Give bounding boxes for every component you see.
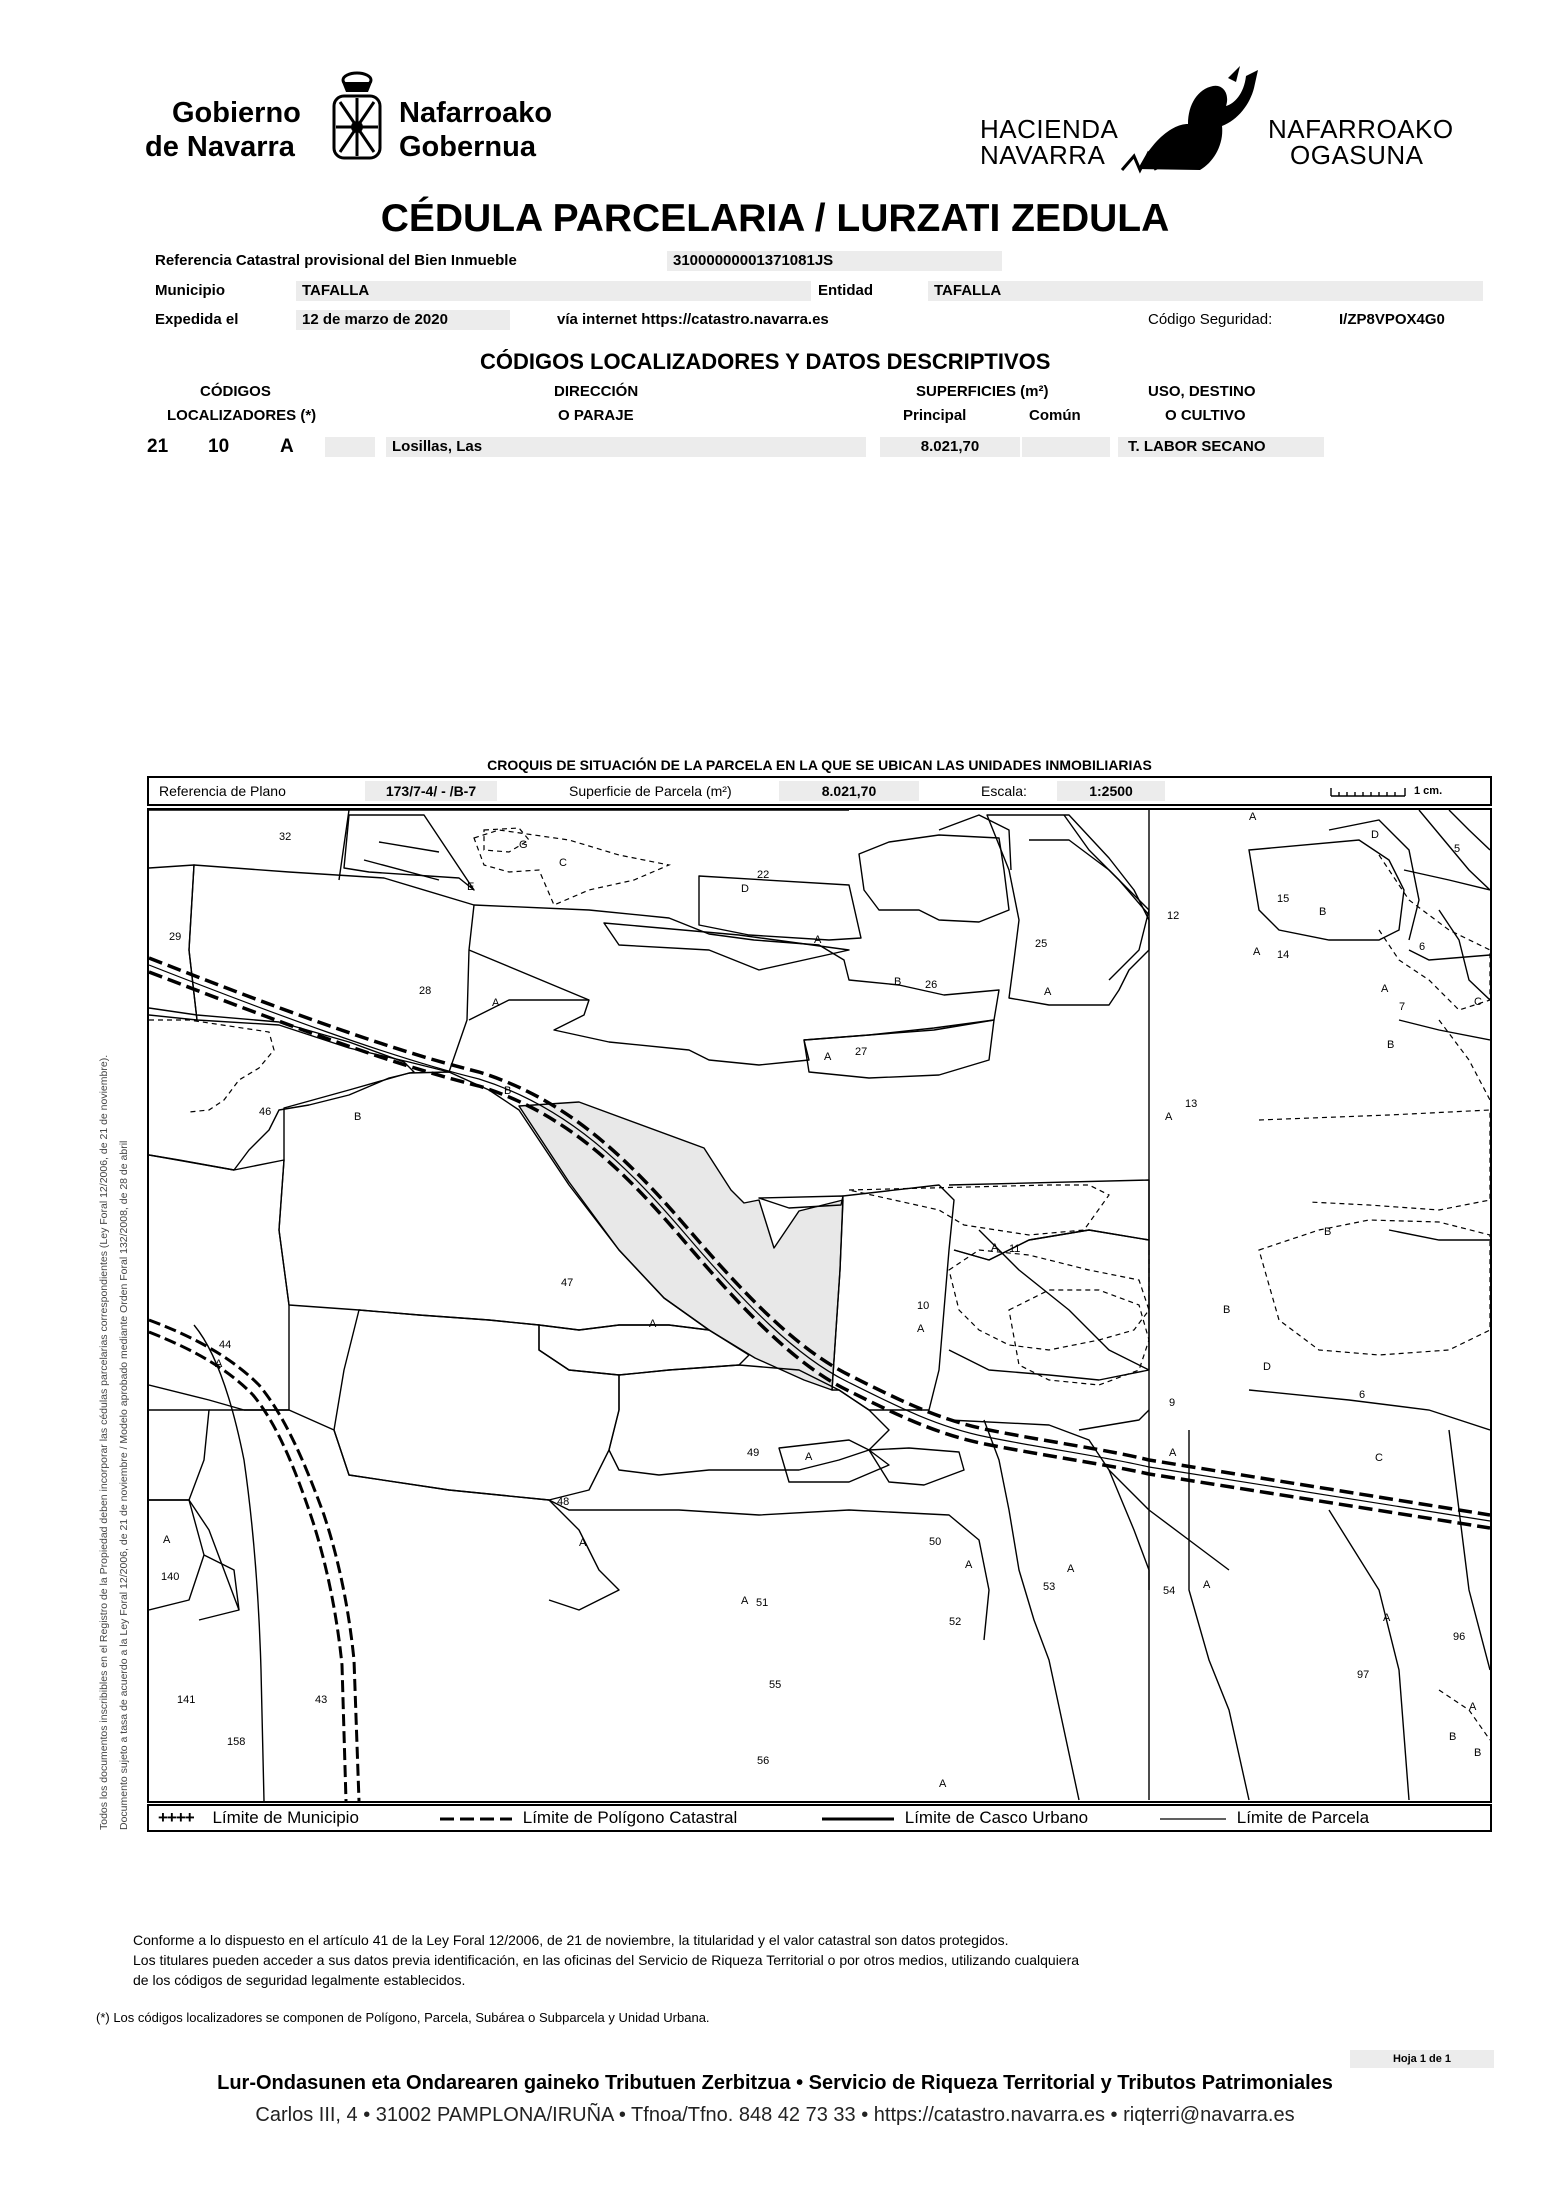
- scale-bar-label: 1 cm.: [1414, 785, 1443, 797]
- ref-plano-label: Referencia de Plano: [159, 783, 286, 799]
- map-label: 27: [855, 1046, 868, 1058]
- map-label: A: [1203, 1579, 1211, 1591]
- map-label: 158: [227, 1736, 246, 1748]
- superficie-parcela-value: 8.021,70: [779, 781, 919, 801]
- map-label: 6: [1359, 1389, 1366, 1401]
- map-label: A: [965, 1559, 973, 1571]
- legend-municipio-label: Límite de Municipio: [212, 1808, 359, 1827]
- map-label: B: [354, 1111, 362, 1123]
- map-label: 55: [769, 1679, 782, 1691]
- map-label: 25: [1035, 938, 1048, 950]
- map-label: A: [163, 1534, 171, 1546]
- map-label: E: [467, 881, 475, 893]
- map-label: B: [1324, 1226, 1332, 1238]
- map-label: 7: [1399, 1001, 1406, 1013]
- codes-section-title: CÓDIGOS LOCALIZADORES Y DATOS DESCRIPTIVOS: [480, 349, 1051, 374]
- code-parcela: 10: [208, 436, 230, 457]
- map-label: 141: [177, 1694, 196, 1706]
- map-label: D: [1263, 1361, 1271, 1373]
- legal-paragraph-3: de los códigos de seguridad legalmente establecidos.: [133, 1972, 466, 1988]
- map-label: B: [1223, 1304, 1231, 1316]
- gov-navarra-text-eu-2: Gobernua: [399, 131, 536, 163]
- header-comun: Común: [1029, 407, 1081, 424]
- scale-bar-icon: [1329, 784, 1409, 798]
- map-label: A: [1253, 946, 1261, 958]
- map-label: 54: [1163, 1585, 1176, 1597]
- map-label: A: [1469, 1701, 1477, 1713]
- map-label: A: [649, 1318, 657, 1330]
- hacienda-text-3: NAFARROAKO: [1268, 114, 1454, 144]
- map-label: 15: [1277, 893, 1290, 905]
- legend-parcela-label: Límite de Parcela: [1236, 1808, 1370, 1827]
- header-uso-2: O CULTIVO: [1165, 407, 1246, 424]
- map-label: 46: [259, 1106, 272, 1118]
- map-label: A: [1249, 811, 1257, 823]
- ref-catastral-label: Referencia Catastral provisional del Bien Inmueble: [155, 252, 517, 269]
- entidad-label: Entidad: [818, 282, 873, 299]
- hacienda-emblem-icon: [1118, 64, 1268, 174]
- ref-catastral-value: 31000000001371081JS: [667, 251, 1002, 271]
- map-label: D: [1371, 829, 1379, 841]
- map-label: 12: [1167, 910, 1180, 922]
- legend-parcela: [1160, 1806, 1369, 1830]
- legend-casco: [822, 1806, 1088, 1830]
- legend-poligono: [440, 1806, 737, 1830]
- map-label: 50: [929, 1536, 942, 1548]
- map-label: A: [215, 1358, 223, 1370]
- superficie-principal-value: 8.021,70: [880, 437, 1020, 457]
- map-label: 13: [1185, 1098, 1198, 1110]
- croquis-info-bar: [147, 776, 1492, 806]
- map-label: 53: [1043, 1581, 1056, 1593]
- code-unidad: [325, 437, 375, 457]
- entidad-value: TAFALLA: [928, 281, 1483, 301]
- hacienda-text-4: OGASUNA: [1290, 140, 1424, 170]
- map-label: 56: [757, 1755, 770, 1767]
- direccion-value: Losillas, Las: [386, 437, 866, 457]
- map-label: A: [741, 1595, 749, 1607]
- codes-note: (*) Los códigos localizadores se componen de Polígono, Parcela, Subárea o Subparcela y Unidad Urbana.: [96, 2010, 710, 2025]
- escala-value: 1:2500: [1057, 781, 1165, 801]
- header-direccion-2: O PARAJE: [558, 407, 634, 424]
- map-label: 140: [161, 1571, 180, 1583]
- map-label: 9: [1169, 1397, 1176, 1409]
- side-legal-text-2: Documento sujeto a tasa de acuerdo a la Ley Foral 12/2006, de 21 de noviembre / Modelo aprobado mediante Orden Foral 132/2008, de 28 de abril: [118, 1140, 130, 1830]
- map-label: C: [559, 857, 567, 869]
- navarra-coat-of-arms-icon: [322, 68, 392, 168]
- parcel-map-drawing: [149, 810, 1490, 1801]
- map-label: A: [814, 934, 822, 946]
- header-codigos-2: LOCALIZADORES (*): [167, 407, 317, 424]
- map-label: A: [824, 1051, 832, 1063]
- map-label: A: [492, 997, 500, 1009]
- map-label: A: [1044, 986, 1052, 998]
- code-subarea: A: [280, 436, 294, 457]
- legend-casco-symbol-icon: [822, 1814, 894, 1824]
- map-label: A: [1383, 1612, 1391, 1624]
- header-direccion-1: DIRECCIÓN: [554, 383, 639, 400]
- page-title: CÉDULA PARCELARIA / LURZATI ZEDULA: [380, 197, 1170, 240]
- map-label: A: [1381, 983, 1389, 995]
- gov-navarra-text-es-2: de Navarra: [145, 131, 295, 163]
- codigo-seguridad-value: I/ZP8VPOX4G0: [1339, 311, 1445, 328]
- map-label: B: [504, 1085, 512, 1097]
- map-label: 49: [747, 1447, 760, 1459]
- hacienda-text-2: NAVARRA: [980, 140, 1106, 170]
- gov-navarra-text-es-1: Gobierno: [172, 97, 301, 129]
- map-label: 5: [1454, 843, 1461, 855]
- ref-plano-value: 173/7-4/ - /B-7: [365, 781, 497, 801]
- legend-municipio-symbol-icon: ++++: [158, 1808, 194, 1827]
- uso-value: T. LABOR SECANO: [1118, 437, 1324, 457]
- map-label: 96: [1453, 1631, 1466, 1643]
- legend-casco-label: Límite de Casco Urbano: [904, 1808, 1089, 1827]
- superficie-parcela-label: Superficie de Parcela (m²): [569, 783, 732, 799]
- map-label: 14: [1277, 949, 1290, 961]
- map-label: C: [1375, 1452, 1383, 1464]
- legend-poligono-symbol-icon: [440, 1814, 512, 1824]
- legal-paragraph-2: Los titulares pueden acceder a sus datos previa identificación, en las oficinas del Servicio de Riqueza Territorial o por otros medios, utilizando cualquiera: [133, 1952, 1080, 1968]
- map-label: B: [1387, 1039, 1395, 1051]
- superficie-comun-value: [1022, 437, 1110, 457]
- legal-paragraph-1: Conforme a lo dispuesto en el artículo 41 de la Ley Foral 12/2006, de 21 de noviembre, la titularidad y el valor catastral son datos protegidos.: [133, 1932, 1009, 1948]
- map-label: A: [991, 1242, 999, 1254]
- page-number: Hoja 1 de 1: [1350, 2050, 1494, 2068]
- legend-poligono-label: Límite de Polígono Catastral: [522, 1808, 738, 1827]
- header-uso-1: USO, DESTINO: [1148, 383, 1256, 400]
- map-label: 11: [1009, 1243, 1021, 1255]
- croquis-title: CROQUIS DE SITUACIÓN DE LA PARCELA EN LA QUE SE UBICAN LAS UNIDADES INMOBILIARIAS: [487, 757, 1152, 773]
- map-label: B: [1449, 1731, 1457, 1743]
- map-label: B: [1319, 906, 1327, 918]
- map-label: A: [917, 1323, 925, 1335]
- office-name: Lur-Ondasunen eta Ondarearen gaineko Tributuen Zerbitzua • Servicio de Riqueza Territorial y Tributos Patrimoniales: [217, 2072, 1333, 2094]
- via-internet: vía internet https://catastro.navarra.es: [557, 311, 829, 328]
- escala-label: Escala:: [981, 783, 1027, 799]
- map-label: A: [939, 1778, 947, 1790]
- map-label: B: [1474, 1747, 1482, 1759]
- map-label: 97: [1357, 1669, 1370, 1681]
- map-label: 6: [1419, 941, 1426, 953]
- gov-navarra-text-eu-1: Nafarroako: [399, 97, 553, 129]
- map-label: 44: [219, 1339, 232, 1351]
- header-principal: Principal: [903, 407, 967, 424]
- code-poligono: 21: [147, 436, 169, 457]
- map-label: 28: [419, 985, 432, 997]
- municipio-label: Municipio: [155, 282, 225, 299]
- map-label: A: [1067, 1563, 1075, 1575]
- map-label: C: [1474, 996, 1482, 1008]
- office-address: Carlos III, 4 • 31002 PAMPLONA/IRUÑA • Tfnoa/Tfno. 848 42 73 33 • https://catastro.navarra.es • riqterri@navarra.es: [255, 2104, 1295, 2126]
- map-label: 43: [315, 1694, 328, 1706]
- hacienda-text-1: HACIENDA: [980, 114, 1119, 144]
- map-label: 48: [557, 1496, 570, 1508]
- side-legal-text-1: Todos los documentos inscribibles en el Registro de la Propiedad deben incorporar las cédulas parcelarias correspondientes (Ley Foral 12/2006, de 21 de noviembre).: [98, 1054, 110, 1830]
- codigo-seguridad-label: Código Seguridad:: [1148, 311, 1273, 328]
- map-label: A: [1169, 1447, 1177, 1459]
- map-label: A: [805, 1451, 813, 1463]
- expedida-value: 12 de marzo de 2020: [296, 310, 510, 330]
- map-label: 29: [169, 931, 182, 943]
- map-label: B: [894, 976, 902, 988]
- header-superficies: SUPERFICIES (m²): [916, 383, 1049, 400]
- map-label: 22: [757, 869, 770, 881]
- map-label: 10: [917, 1300, 930, 1312]
- parcel-map: [147, 808, 1492, 1803]
- municipio-value: TAFALLA: [296, 281, 811, 301]
- map-label: 51: [756, 1597, 769, 1609]
- map-label: A: [579, 1537, 587, 1549]
- map-label: D: [741, 883, 749, 895]
- map-label: 52: [949, 1616, 962, 1628]
- map-label: 47: [561, 1277, 574, 1289]
- legend-parcela-symbol-icon: [1160, 1814, 1226, 1824]
- map-label: G: [519, 839, 528, 851]
- map-label: 32: [279, 831, 292, 843]
- header-codigos-1: CÓDIGOS: [200, 383, 271, 400]
- legend-municipio: [158, 1806, 359, 1830]
- map-label: 26: [925, 979, 938, 991]
- expedida-label: Expedida el: [155, 311, 239, 328]
- map-label: A: [1165, 1111, 1173, 1123]
